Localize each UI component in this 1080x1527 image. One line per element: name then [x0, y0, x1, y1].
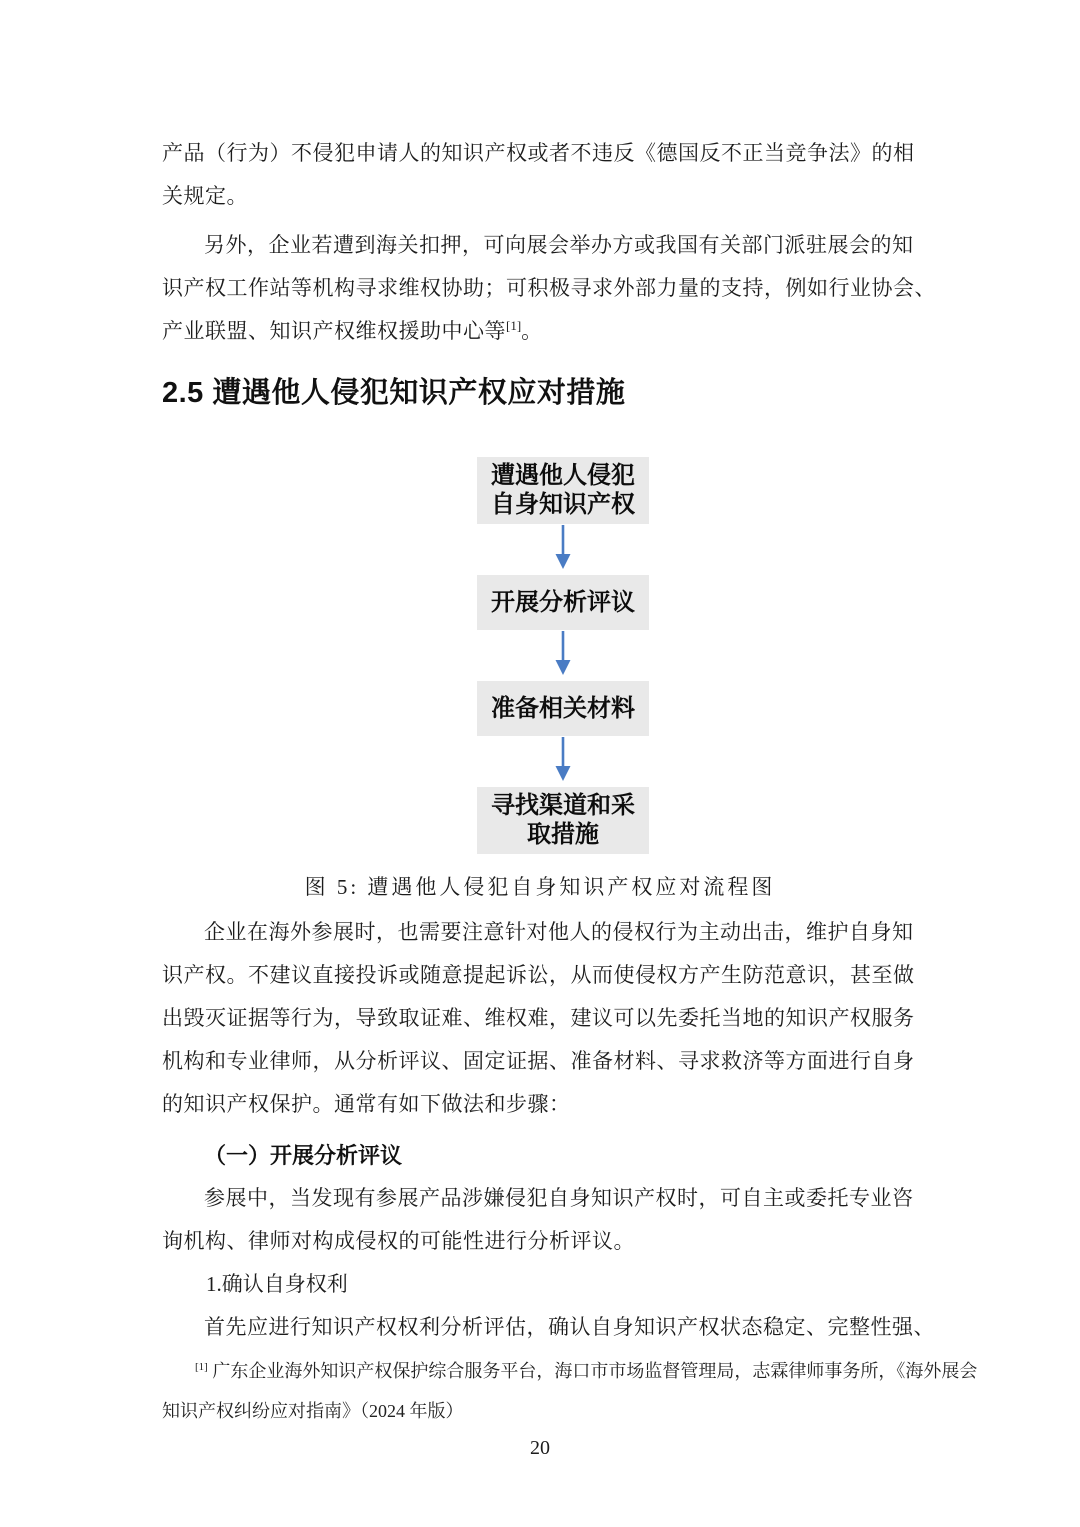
- flowchart-step-label: 寻找渠道和采: [491, 792, 635, 819]
- flowchart-step-label: 自身知识产权: [491, 491, 635, 518]
- footnote-line: [162, 1351, 978, 1391]
- flowchart-step: [477, 681, 649, 736]
- paragraph-line: [162, 997, 918, 1040]
- paragraph: [162, 224, 936, 353]
- paragraph-line: [162, 224, 918, 267]
- arrow-down-icon: [552, 736, 574, 787]
- footnote-ref: [1]: [195, 1361, 208, 1373]
- text-run: 。: [521, 319, 543, 343]
- paragraph-line: [162, 1306, 935, 1349]
- list-item: 1.确认自身权利: [206, 1272, 348, 1296]
- text-run: 另外，企业若遭到海关扣押，可向展会举办方或我国有关部门派驻展会的知: [204, 233, 914, 257]
- paragraph-line: [162, 310, 918, 353]
- text-run: 识产权工作站等机构寻求维权协助；可积极寻求外部力量的支持，例如行业协会、: [162, 276, 936, 300]
- flowchart-step-label: 遭遇他人侵犯: [491, 462, 635, 489]
- text-run: 产业联盟、知识产权维权援助中心等: [162, 319, 506, 343]
- paragraph-line: [162, 1177, 918, 1220]
- text-run: 参展中，当发现有参展产品涉嫌侵犯自身知识产权时，可自主或委托专业咨: [204, 1186, 914, 1210]
- footnote-line: [162, 1391, 918, 1431]
- paragraph-line: [162, 1220, 918, 1263]
- text-run: 知识产权纠纷应对指南》（2024 年版）: [162, 1401, 464, 1421]
- text-run: 关规定。: [162, 184, 248, 208]
- paragraph-line: [162, 132, 918, 175]
- footnote: [162, 1351, 978, 1431]
- text-run: 企业在海外参展时，也需要注意针对他人的侵权行为主动出击，维护自身知: [204, 920, 914, 944]
- page-content: [162, 0, 978, 1463]
- flowchart-step: [477, 575, 649, 630]
- footnote-ref: [1]: [506, 318, 522, 333]
- text-run: 出毁灭证据等行为，导致取证难、维权难，建议可以先委托当地的知识产权服务: [162, 1006, 915, 1030]
- paragraph-line: [162, 267, 936, 310]
- paragraph-line: [162, 175, 918, 218]
- flowchart-step: [477, 787, 649, 854]
- arrow-down-icon: [552, 630, 574, 681]
- paragraph-line: [162, 911, 918, 954]
- sub-heading: （一）开展分析评议: [204, 1143, 403, 1168]
- arrow-down-icon: [552, 524, 574, 575]
- flowchart-step: [477, 457, 649, 524]
- text-run: 首先应进行知识产权权利分析评估，确认自身知识产权状态稳定、完整性强、: [204, 1315, 935, 1339]
- text-run: 询机构、律师对构成侵权的可能性进行分析评议。: [162, 1229, 635, 1253]
- text-run: 产品（行为）不侵犯申请人的知识产权或者不违反《德国反不正当竞争法》的相: [162, 141, 915, 165]
- paragraph: [162, 1306, 935, 1349]
- paragraph-line: [162, 1083, 918, 1126]
- paragraph: [162, 911, 918, 1126]
- paragraph-line: [162, 1040, 918, 1083]
- text-run: 广东企业海外知识产权保护综合服务平台，海口市市场监督管理局，志霖律师事务所，《海外展会: [207, 1361, 978, 1381]
- text-run: 识产权。不建议直接投诉或随意提起诉讼，从而使侵权方产生防范意识，甚至做: [162, 963, 915, 987]
- page-number: 20: [530, 1437, 550, 1459]
- paragraph-line: [162, 954, 918, 997]
- text-run: 的知识产权保护。通常有如下做法和步骤：: [162, 1092, 571, 1116]
- flowchart: [185, 457, 941, 854]
- section-heading: 2.5 遭遇他人侵犯知识产权应对措施: [162, 377, 626, 409]
- text-run: 机构和专业律师，从分析评议、固定证据、准备材料、寻求救济等方面进行自身: [162, 1049, 915, 1073]
- figure-caption: 图 5: 遭遇他人侵犯自身知识产权应对流程图: [304, 875, 776, 899]
- flowchart-step-label: 准备相关材料: [491, 695, 635, 722]
- flowchart-step-label: 取措施: [527, 821, 599, 848]
- paragraph: [162, 1177, 918, 1263]
- paragraph: [162, 132, 918, 218]
- flowchart-step-label: 开展分析评议: [491, 589, 635, 616]
